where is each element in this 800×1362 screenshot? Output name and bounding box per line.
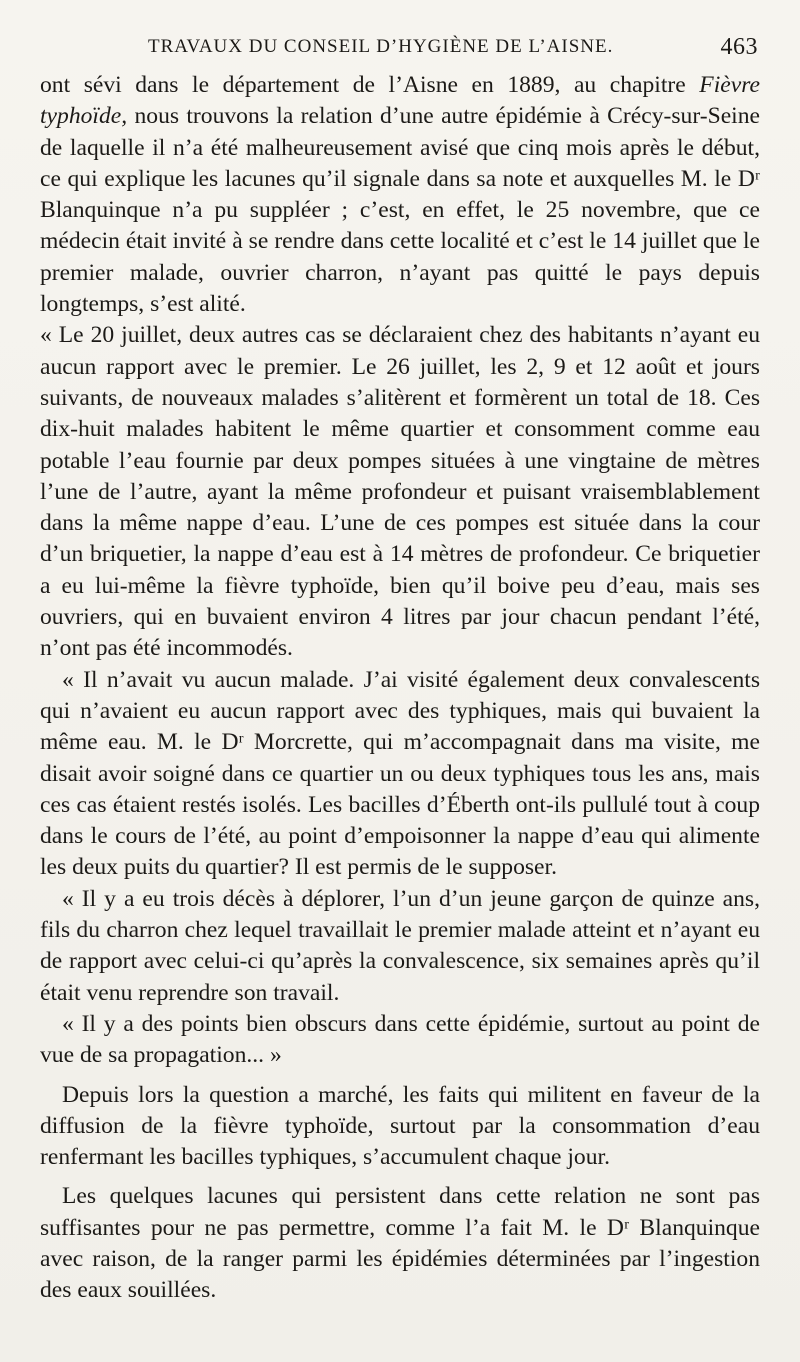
- paragraph-1-text-before: ont sévi dans le département de l’Aisne en 1889, au chapitre: [40, 72, 700, 98]
- paragraph-2: « Le 20 juillet, deux autres cas se déclaraient chez des habitants n’ayant eu aucun rapport avec le premier. Le 26 juillet, les 2, 9 et 12 août et jours suivants, de nouveaux malades s’alitèrent et formèrent un total de 18. Ces dix-huit malades habitent le même quartier et consomment comme eau potable l’eau fournie par deux pompes situées à une vingtaine de mètres l’une de l’autre, ayant la même profondeur et puisant vraisemblablement dans la même nappe d’eau. L’une de ces pompes est située dans la cour d’un briquetier, la nappe d’eau est à 14 mètres de profondeur. Ce briquetier a eu lui-même la fièvre typhoïde, bien qu’il boive peu d’eau, mais ses ouvriers, qui en buvaient environ 4 litres par jour chacun pendant l’été, n’ont pas été incommodés.: [40, 322, 760, 662]
- chapter-title-italic: Fièvre typhoïde,: [40, 72, 760, 130]
- paragraph-1: [40, 70, 760, 320]
- body-text: [40, 70, 760, 1307]
- paragraph-4: « Il y a eu trois décès à déplorer, l’un d’un jeune garçon de quinze ans, fils du charron chez lequel travaillait le premier malade atteint et n’ayant eu de rapport avec celui-ci qu’après la convalescence, six semaines après qu’il était venu reprendre son travail.: [40, 885, 760, 1006]
- paragraph-7: Les quelques lacunes qui persistent dans cette relation ne sont pas suffisantes pour ne pas permettre, comme l’a fait M. le Dʳ Blanquinque avec raison, de la ranger parmi les épidémies déterminées par l’ingestion des eaux souillées.: [40, 1183, 760, 1304]
- running-title: TRAVAUX DU CONSEIL D’HYGIÈNE DE L’AISNE.: [148, 36, 614, 57]
- paragraph-5: « Il y a des points bien obscurs dans cette épidémie, surtout au point de vue de sa propagation... »: [40, 1010, 760, 1069]
- paragraph-1-text-after: nous trouvons la relation d’une autre épidémie à Crécy-sur-Seine de laquelle il n’a été malheureusement avisé que cinq mois après le début, ce qui explique les lacunes qu’il signale dans sa note et auxquelles M. le Dʳ Blanquinque n’a pu suppléer ; c’est, en effet, le 25 novembre, que ce médecin était invité à se rendre dans cette localité et c’est le 14 juillet que le premier malade, ouvrier charron, n’ayant pas quitté le pays depuis longtemps, s’est alité.: [40, 103, 760, 318]
- page-number: 463: [720, 34, 758, 60]
- paragraph-3: « Il n’avait vu aucun malade. J’ai visité également deux convalescents qui n’avaient eu aucun rapport avec des typhiques, mais qui buvaient la même eau. M. le Dʳ Morcrette, qui m’accompagnait dans ma visite, me disait avoir soigné dans ce quartier un ou deux typhiques tous les ans, mais ces cas étaient restés isolés. Les bacilles d’Éberth ont-ils pullulé tout à coup dans le cours de l’été, au point d’empoisonner la nappe d’eau qui alimente les deux puits du quartier? Il est permis de le supposer.: [40, 666, 760, 881]
- running-head: [40, 30, 760, 70]
- paragraph-6: Depuis lors la question a marché, les faits qui militent en faveur de la diffusion de la fièvre typhoïde, surtout par la consommation d’eau renfermant les bacilles typhiques, s’accumulent chaque jour.: [40, 1081, 760, 1171]
